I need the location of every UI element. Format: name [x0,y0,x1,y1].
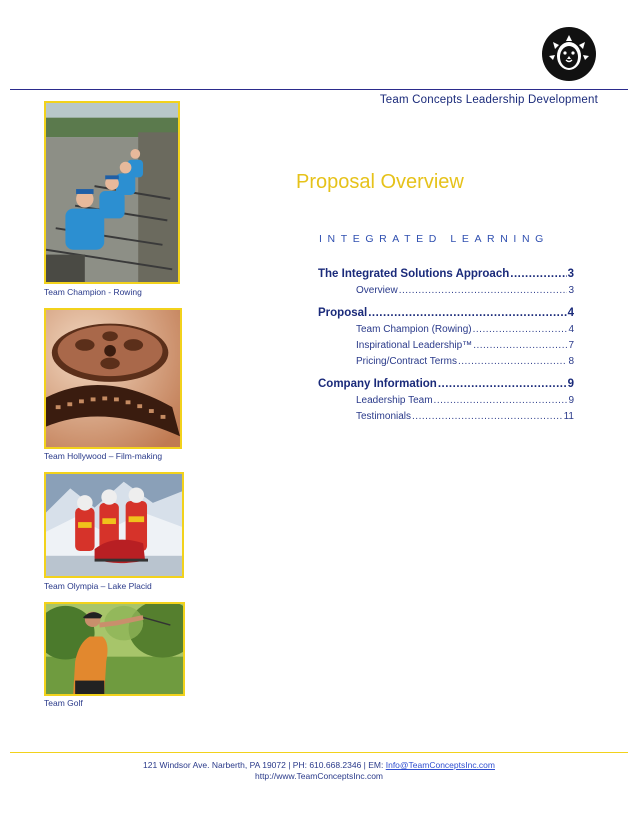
header-rule [10,89,628,90]
photo-caption-rowing: Team Champion - Rowing [44,287,142,297]
footer-rule [10,752,628,753]
lion-head-icon [541,26,597,82]
photo-caption-bobsled: Team Olympia – Lake Placid [44,581,152,591]
toc-entry-inspirational-leadership[interactable]: Inspirational Leadership™ ..... 7 [318,340,574,356]
toc-entry-team-champion[interactable]: Team Champion (Rowing) ..... 4 [318,324,574,340]
bobsled-photo [44,472,184,578]
footer-address: 121 Windsor Ave. Narberth, PA 19072 | PH: 610.668.2346 | EM: [143,760,386,770]
toc-entry-testimonials[interactable]: Testimonials ..... 11 [318,411,574,427]
footer-website[interactable]: http://www.TeamConceptsInc.com [254,771,384,781]
section-subtitle: INTEGRATED LEARNING [319,233,549,245]
footer-contact [0,760,638,770]
toc-entry-company-information[interactable]: Company Information ..... 9 [318,378,574,395]
table-of-contents [318,268,574,427]
toc-entry-approach[interactable]: The Integrated Solutions Approach ..... 3 [318,268,574,285]
photo-caption-golf: Team Golf [44,698,83,708]
rowing-photo [44,101,180,284]
toc-entry-leadership-team[interactable]: Leadership Team ..... 9 [318,395,574,411]
film-reel-photo [44,308,182,449]
photo-caption-film: Team Hollywood – Film-making [44,451,163,461]
toc-entry-proposal[interactable]: Proposal ..... 4 [318,307,574,324]
golfer-photo [44,602,185,696]
footer-email-link[interactable]: Info@TeamConceptsInc.com [385,760,495,770]
company-name: Team Concepts Leadership Development [379,94,598,106]
toc-entry-overview[interactable]: Overview ..... 3 [318,285,574,301]
page-title: Proposal Overview [296,171,464,193]
toc-entry-pricing[interactable]: Pricing/Contract Terms ..... 8 [318,356,574,372]
